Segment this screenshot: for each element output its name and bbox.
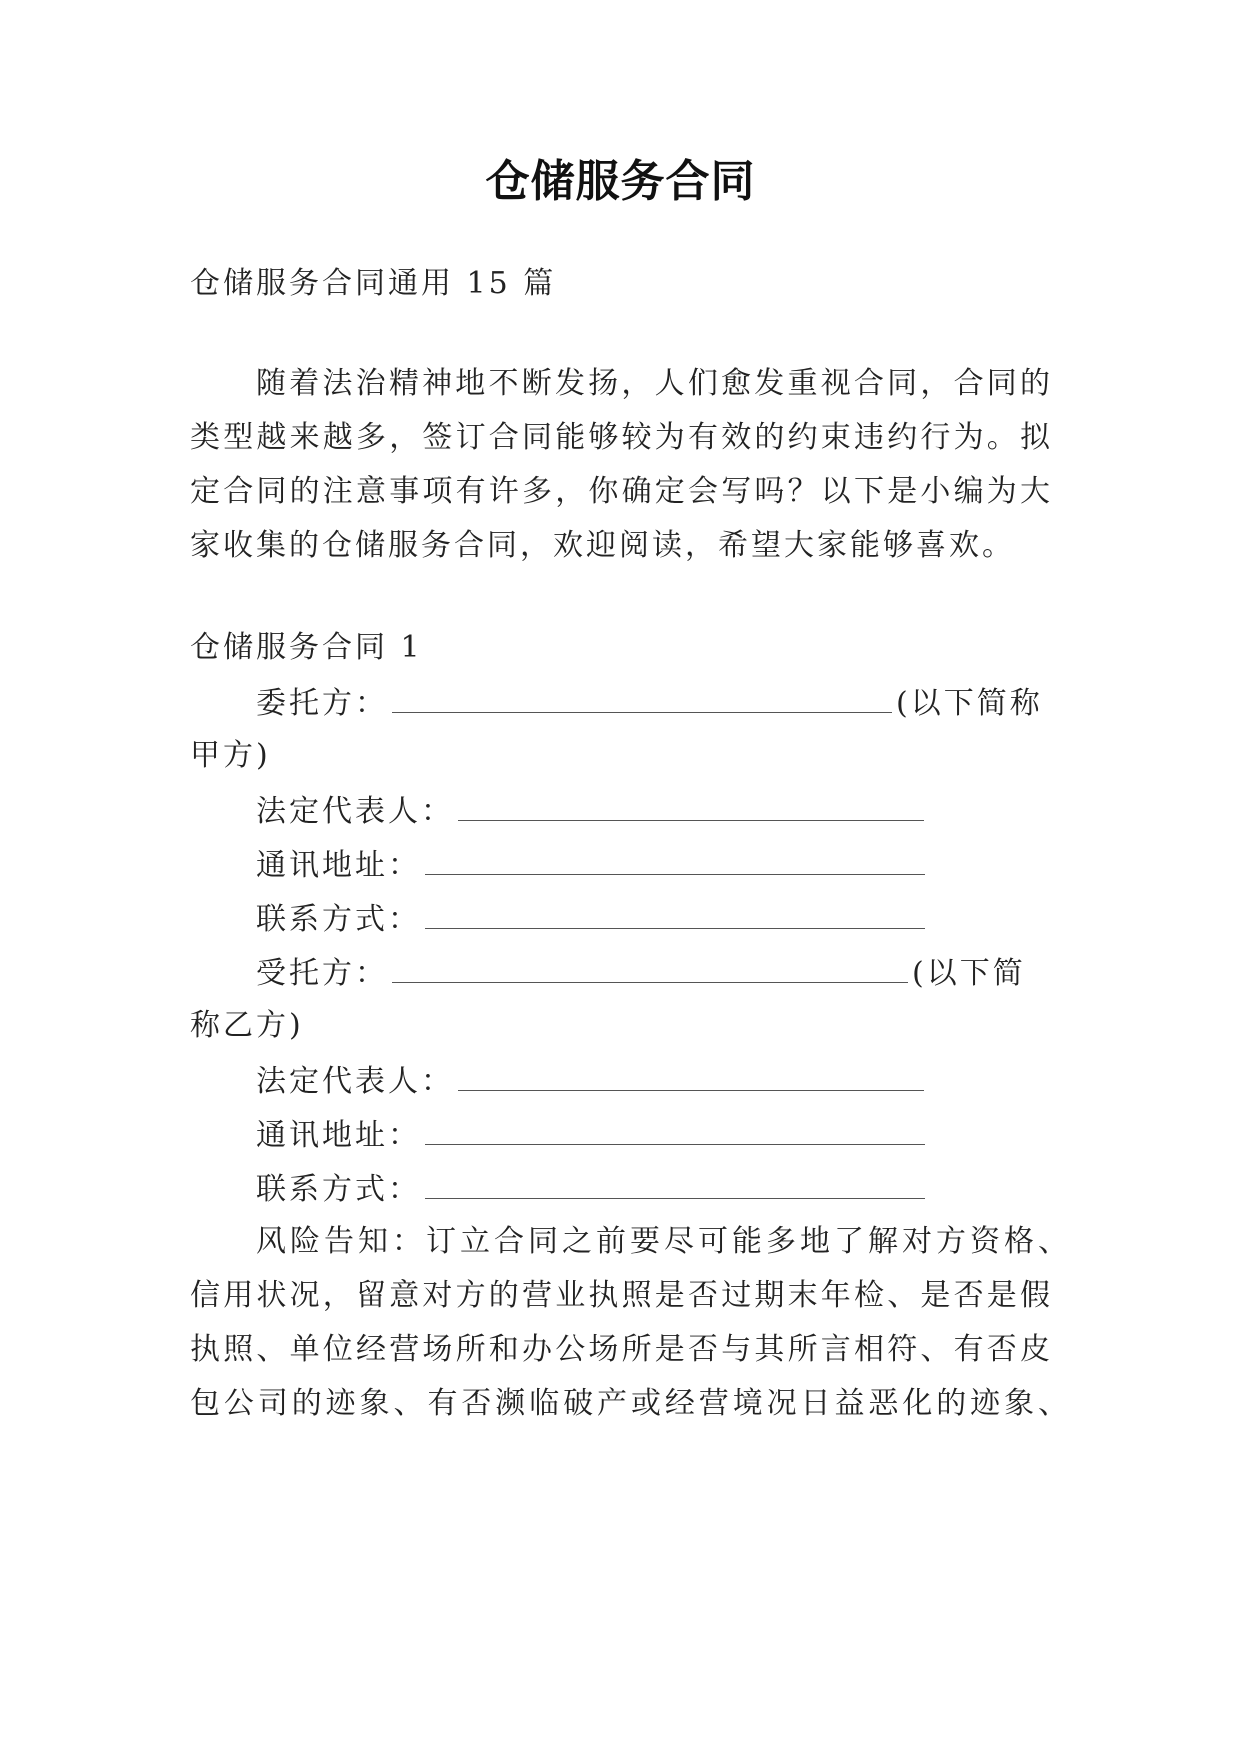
party-a-contact-line [256, 898, 929, 940]
intro-line-2: 类型越来越多，签订合同能够较为有效的约束违约行为。拟 [190, 420, 1050, 455]
document-subtitle: 仓储服务合同通用 15 篇 [190, 266, 557, 301]
intro-line-3: 定合同的注意事项有许多，你确定会写吗？以下是小编为大 [190, 474, 1050, 509]
party-a-legal-rep-line [256, 790, 928, 832]
party-b-label: 受托方： [256, 956, 388, 991]
party-a-address-label: 通讯地址： [256, 848, 421, 883]
party-b-address-blank[interactable] [425, 1114, 925, 1145]
party-a-suffix: (以下简称 [896, 686, 1043, 721]
party-a-suffix-cont: 甲方) [190, 738, 271, 773]
intro-line-4: 家收集的仓储服务合同，欢迎阅读，希望大家能够喜欢。 [190, 528, 1015, 563]
party-b-address-label: 通讯地址： [256, 1118, 421, 1153]
party-b-legal-rep-blank[interactable] [458, 1060, 924, 1091]
party-a-legal-rep-blank[interactable] [458, 790, 924, 821]
risk-line-1: 风险告知：订立合同之前要尽可能多地了解对方资格、 [256, 1224, 1068, 1259]
party-a-line [256, 682, 1043, 724]
risk-line-3: 执照、单位经营场所和办公场所是否与其所言相符、有否皮 [190, 1332, 1050, 1367]
party-a-address-blank[interactable] [425, 844, 925, 875]
party-a-label: 委托方： [256, 686, 388, 721]
party-b-line [256, 952, 1026, 994]
party-b-legal-rep-line [256, 1060, 928, 1102]
party-b-contact-line [256, 1168, 929, 1210]
party-b-contact-blank[interactable] [425, 1168, 925, 1199]
party-b-legal-rep-label: 法定代表人： [256, 1064, 454, 1099]
party-a-legal-rep-label: 法定代表人： [256, 794, 454, 829]
party-b-name-blank[interactable] [392, 952, 908, 983]
section-heading: 仓储服务合同 1 [190, 630, 423, 665]
party-a-address-line [256, 844, 929, 886]
party-a-contact-label: 联系方式： [256, 902, 421, 937]
party-b-suffix-cont: 称乙方) [190, 1008, 304, 1043]
risk-line-4: 包公司的迹象、有否濒临破产或经营境况日益恶化的迹象、 [190, 1386, 1068, 1421]
risk-line-2: 信用状况，留意对方的营业执照是否过期末年检、是否是假 [190, 1278, 1050, 1313]
party-b-suffix: (以下简 [912, 956, 1026, 991]
party-a-contact-blank[interactable] [425, 898, 925, 929]
intro-line-1: 随着法治精神地不断发扬，人们愈发重视合同，合同的 [256, 366, 1050, 401]
party-b-contact-label: 联系方式： [256, 1172, 421, 1207]
party-b-address-line [256, 1114, 929, 1156]
document-title: 仓储服务合同 [485, 156, 756, 207]
party-a-name-blank[interactable] [392, 682, 892, 713]
